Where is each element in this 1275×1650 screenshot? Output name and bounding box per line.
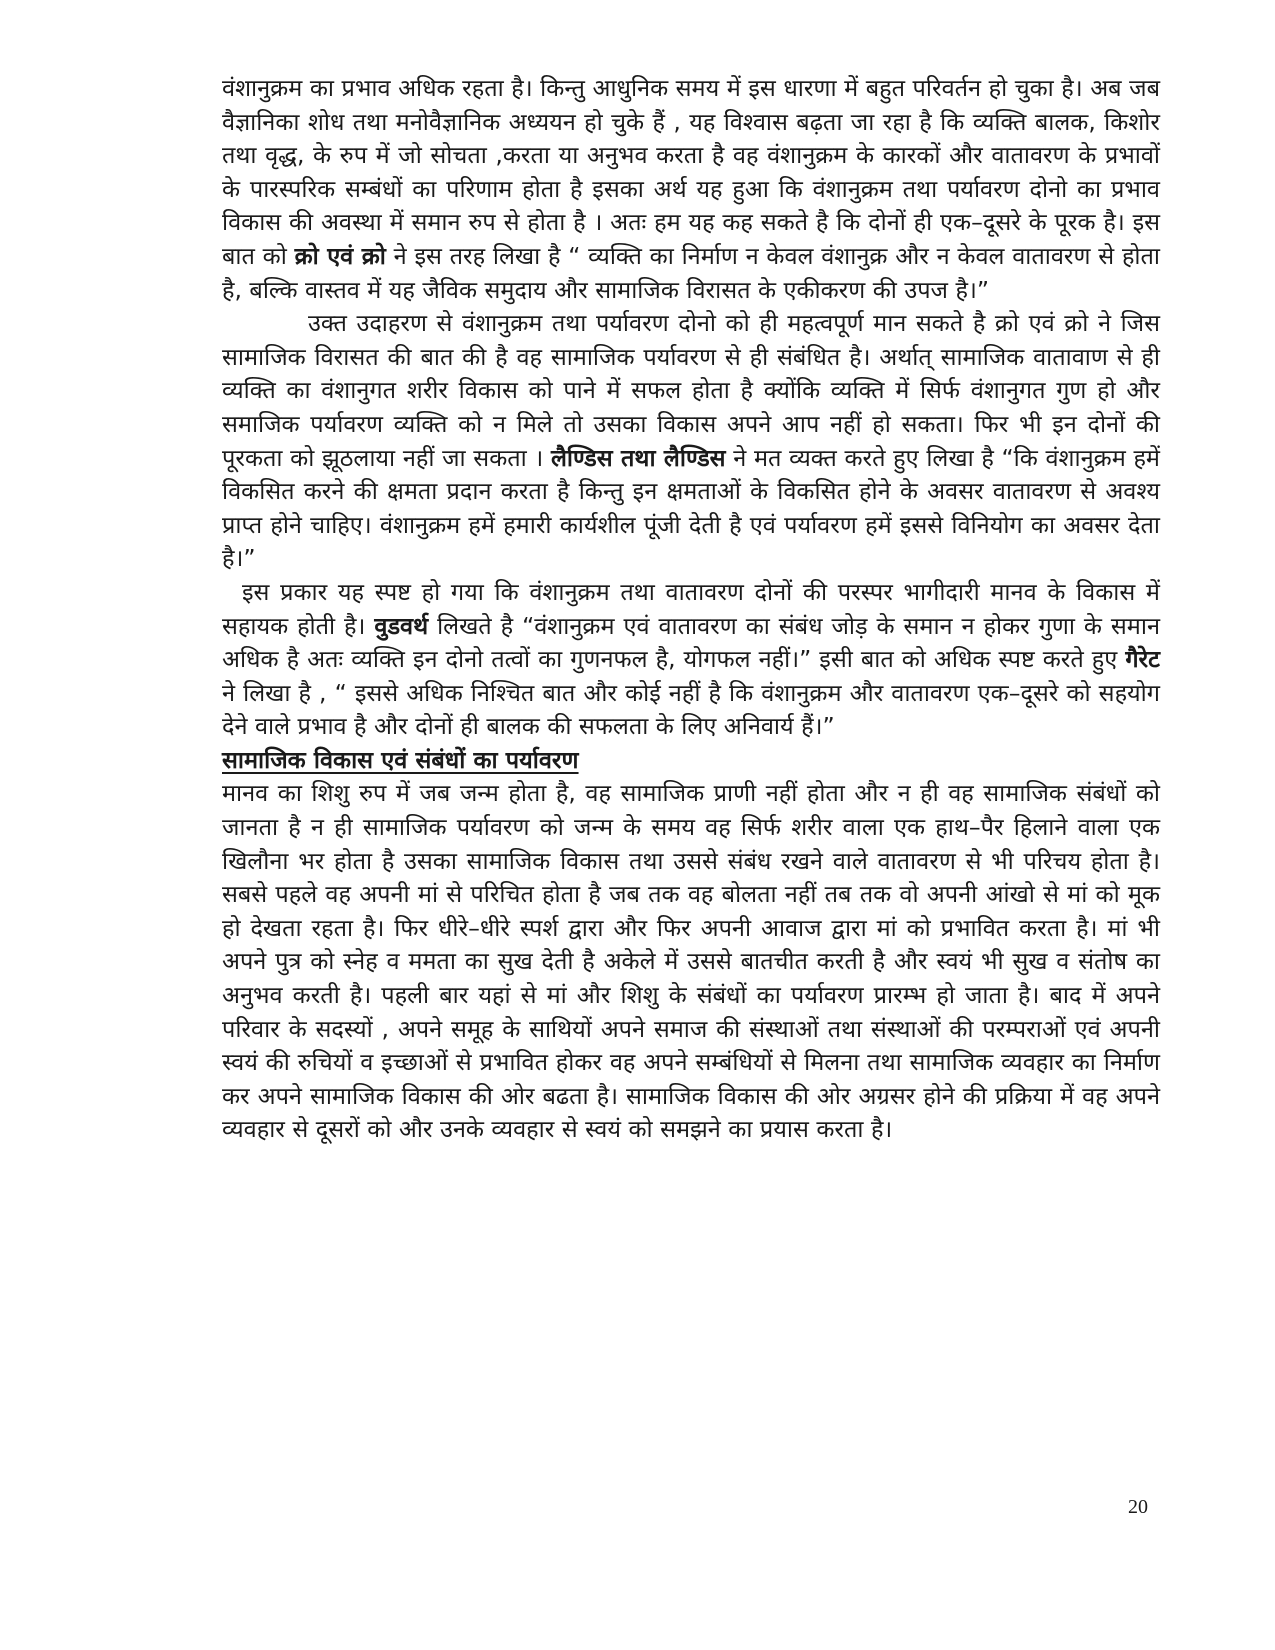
author-name-landis: लैण्डिस तथा लैण्डिस [551, 443, 726, 472]
paragraph-text: लिखते है “वंशानुक्रम एवं वातावरण का संबंध जोड़ के समान न होकर गुणा के समान अधिक है अतः व्यक्ति इन दोनो तत्वों का गुणनफल है, योगफल नहीं।” इसी बात को अधिक स्पष्ट करते हुए [222, 611, 1160, 674]
paragraph-text: इस प्रकार यह स्पष्ट हो गया कि वंशानुक्रम तथा वातावरण दोनों की परस्पर भागीदारी मानव के विकास में सहायक होती है। [222, 577, 1160, 640]
author-name-woodworth: वुडवर्थ [374, 611, 429, 640]
paragraph-text: ने इस तरह लिखा है “ व्यक्ति का निर्माण न केवल वंशानुक्र और न केवल वातावरण से होता है, बल्कि वास्तव में यह जैविक समुदाय और सामाजिक विरासत के एकीकरण की उपज है।” [222, 241, 1160, 304]
paragraph-social-development: मानव का शिशु रुप में जब जन्म होता है, वह सामाजिक प्राणी नहीं होता और न ही वह सामाजिक संबंधों को जानता है न ही सामाजिक पर्यावरण को जन्म के समय वह सिर्फ शरीर वाला एक हाथ–पैर हिलाने वाला एक खिलौना भर होता है उसका सामाजिक विकास तथा उससे संबंध रखने वाले वातावरण से भी परिचय होता है। सबसे पहले वह अपनी मां से परिचित होता है जब तक वह बोलता नहीं तब तक वो अपनी आंखो से मां को मूक हो देखता रहता है। फिर धीरे–धीरे स्पर्श द्वारा और फिर अपनी आवाज द्वारा मां को प्रभावित करता है। मां भी अपने पुत्र को स्नेह व ममता का सुख देती है अकेले में उससे बातचीत करती है और स्वयं भी सुख व संतोष का अनुभव करती है। पहली बार यहां से मां और शिशु के संबंधों का पर्यावरण प्रारम्भ हो जाता है। बाद में अपने परिवार के सदस्यों , अपने समूह के साथियों अपने समाज की संस्थाओं तथा संस्थाओं की परम्पराओं एवं अपनी स्वयं की रुचियों व इच्छाओं से प्रभावित होकर वह अपने सम्बंधियों से मिलना तथा सामाजिक व्यवहार का निर्माण कर अपने सामाजिक विकास की ओर बढता है। सामाजिक विकास की ओर अग्रसर होने की प्रक्रिया में वह अपने व्यवहार से दूसरों को और उनके व्यवहार से स्वयं को समझने का प्रयास करता है। [222, 779, 1160, 1144]
section-heading: सामाजिक विकास एवं संबंधों का पर्यावरण [222, 745, 579, 774]
paragraph-text: उक्त उदाहरण से वंशानुक्रम तथा पर्यावरण दोनो को ही महत्वपूर्ण मान सकते है क्रो एवं क्रो ने जिस सामाजिक विरासत की बात की है वह सामाजिक पर्यावरण से ही संबंधित है। अर्थात् सामाजिक वातावाण से ही व्यक्ति का वंशानुगत शरीर विकास को पाने में सफल होता है क्योंकि व्यक्ति में सिर्फ वंशानुगत गुण हो और समाजिक पर्यावरण व्यक्ति को न मिले तो उसका विकास अपने आप नहीं हो सकता। फिर भी इन दोनों की पूरकता को झूठलाया नहीं जा सकता । [222, 309, 1160, 472]
page-number: 20 [1128, 1496, 1148, 1518]
paragraph-text: वंशानुक्रम का प्रभाव अधिक रहता है। किन्तु आधुनिक समय में इस धारणा में बहुत परिवर्तन हो चुका है। अब जब वैज्ञानिका शोध तथा मनोवैज्ञानिक अध्ययन हो चुके हैं , यह विश्वास बढ़ता जा रहा है कि व्यक्ति बालक, किशोर तथा वृद्ध, के रुप में जो सोचता ,करता या अनुभव करता है वह वंशानुक्रम के कारकों और वातावरण के प्रभावों के पारस्परिक सम्बंधों का परिणाम होता है इसका अर्थ यह हुआ कि वंशानुक्रम तथा पर्यावरण दोनो का प्रभाव विकास की अवस्था में समान रुप से होता है । अतः हम यह कह सकते है कि दोनों ही एक–दूसरे के पूरक है। इस बात को [222, 74, 1160, 270]
paragraph-woodworth-garrett [222, 576, 1160, 744]
paragraph-heredity-environment [222, 72, 1160, 307]
paragraph-text: ने लिखा है , “ इससे अधिक निश्चित बात और कोई नहीं है कि वंशानुक्रम और वातावरण एक–दूसरे को सहयोग देने वाले प्रभाव है और दोनों ही बालक की सफलता के लिए अनिवार्य हैं।” [222, 678, 1160, 741]
author-name-garrett: गैरेट [1125, 645, 1160, 674]
author-name-crow: क्रो एवं क्रो [294, 241, 386, 270]
paragraph-text: ने मत व्यक्त करते हुए लिखा है “कि वंशानुक्रम हमें विकसित करने की क्षमता प्रदान करता है किन्तु इन क्षमताओं के विकसित होने के अवसर वातावरण से अवश्य प्राप्त होने चाहिए। वंशानुक्रम हमें हमारी कार्यशील पूंजी देती है एवं पर्यावरण हमें इससे विनियोग का अवसर देता है।” [222, 443, 1160, 573]
paragraph-social-heritage [222, 307, 1160, 576]
body-text [222, 72, 1160, 1147]
